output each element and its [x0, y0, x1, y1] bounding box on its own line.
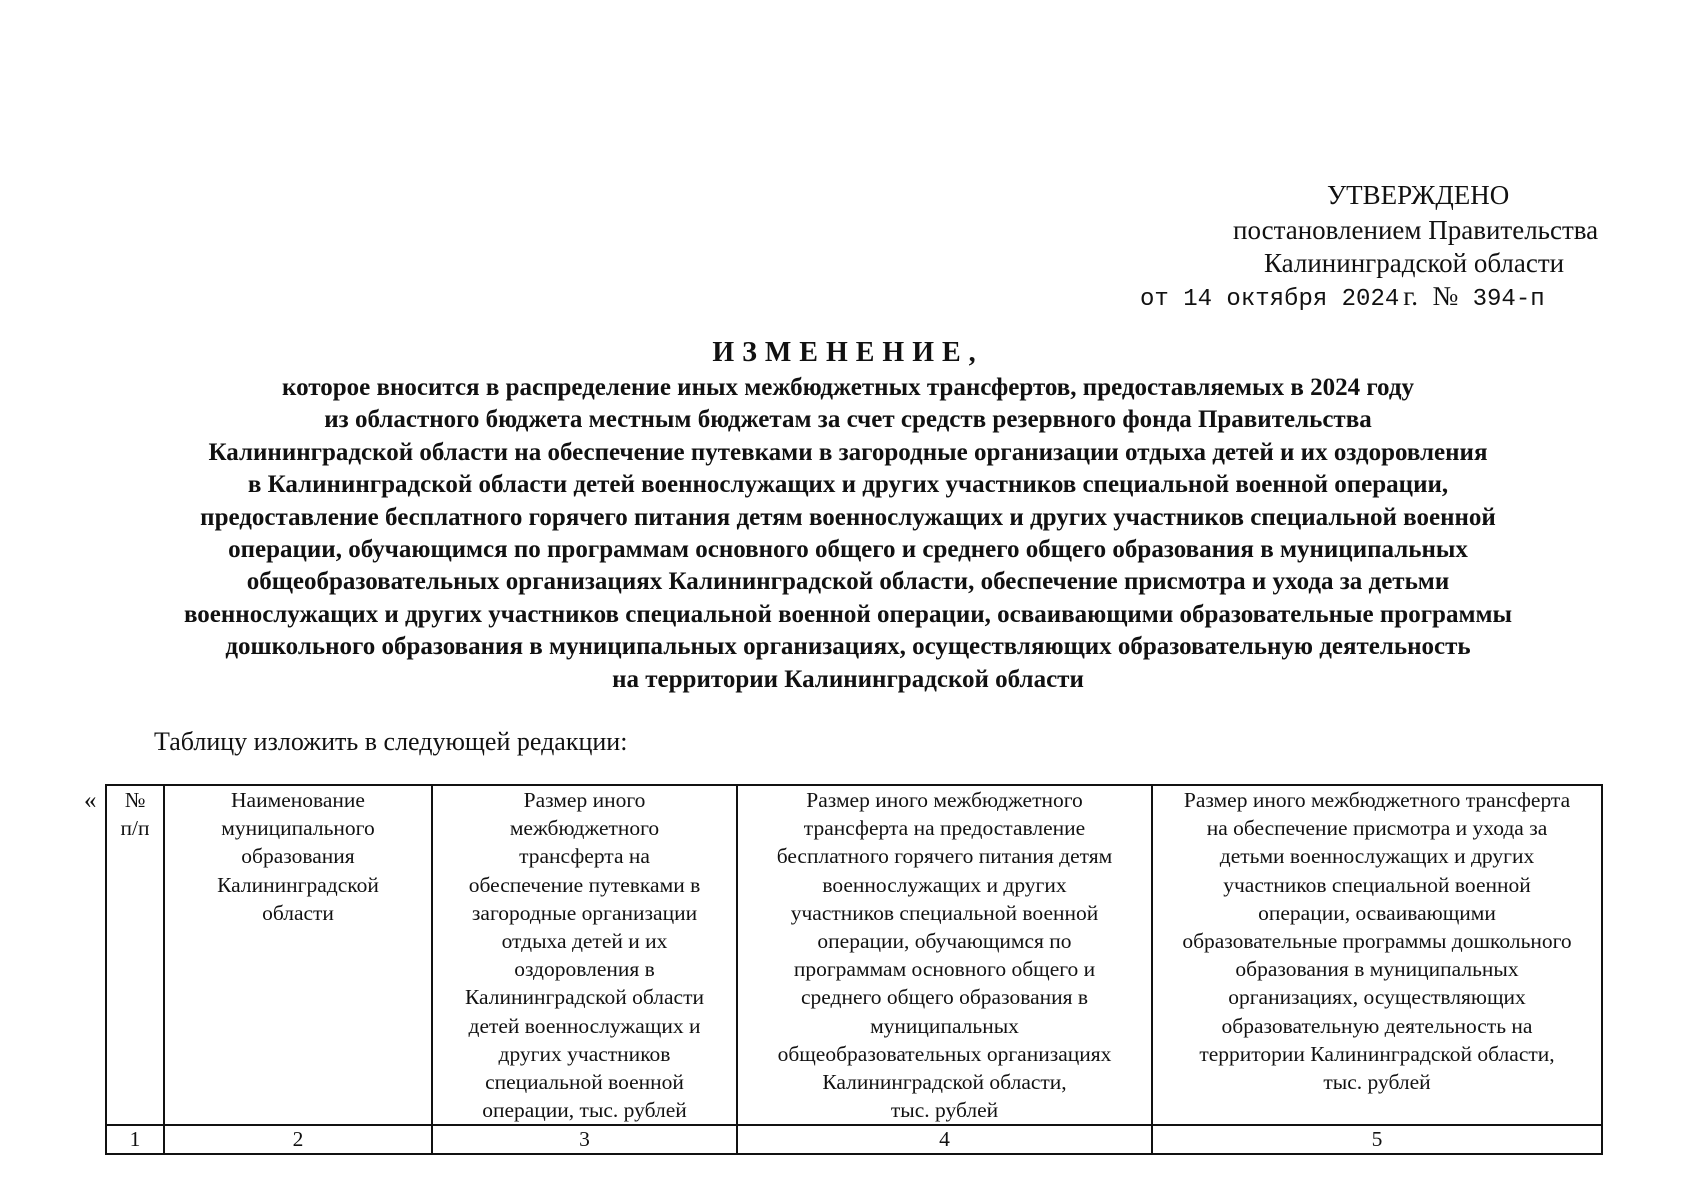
subtitle-line: операции, обучающимся по программам основного общего и среднего общего образования в муниципальных: [228, 536, 1468, 564]
subtitle-line: которое вносится в распределение иных межбюджетных трансфертов, предоставляемых в 2024 году: [282, 374, 1414, 401]
subtitle-line: на территории Калининградской области: [612, 665, 1084, 693]
approval-line-2: Калининградской области: [1264, 248, 1565, 278]
number-prefix: №: [1432, 281, 1459, 311]
header-cell-meals-transfer: Размер иного межбюджетного трансферта на предоставление бесплатного горячего питания детям военнослужащих и других участников специальной военной операции, обучающимся по программам основного общего и среднего общего образования в муниципальных общеобразовательных организациях Калининградской области, тыс. рублей: [737, 785, 1152, 1125]
approval-line-1: постановлением Правительства: [1233, 215, 1599, 245]
transfers-table: [105, 784, 1603, 1155]
date-value: 14 октября 2024: [1183, 286, 1400, 313]
column-number-cell: 1: [106, 1125, 164, 1154]
subtitle-line: предоставление бесплатного горячего питания детям военнослужащих и других участников специальной военной: [200, 503, 1496, 531]
table-header-row: [106, 785, 1602, 1125]
column-number-cell: 3: [432, 1125, 737, 1154]
number-value: 394-п: [1472, 286, 1545, 313]
header-cell-childcare-transfer: Размер иного межбюджетного трансферта на обеспечение присмотра и ухода за детьми военнослужащих и других участников специальной военной операции, осваивающими образовательные программы дошкольного образования в муниципальных организациях, осуществляющих образовательную деятельность на территории Калининградской области, тыс. рублей: [1152, 785, 1602, 1125]
subtitle-line: в Калининградской области детей военнослужащих и других участников специальной военной операции,: [247, 471, 1449, 499]
subtitle-line: общеобразовательных организациях Калининградской области, обеспечение присмотра и ухода за детьми: [246, 568, 1450, 596]
date-prefix: от: [1140, 286, 1169, 313]
column-number-cell: 5: [1152, 1125, 1602, 1154]
header-cell-municipality: Наименование муниципального образования Калининградской области: [164, 785, 432, 1125]
opening-quote: «: [84, 787, 97, 814]
date-year-suffix: г.: [1403, 281, 1419, 311]
subtitle-line: из областного бюджета местным бюджетам за счет средств резервного фонда Правительства: [324, 406, 1372, 434]
approval-date-line: [1140, 281, 1545, 315]
document-title: ИЗМЕНЕНИЕ,: [712, 337, 984, 368]
column-number-cell: 4: [737, 1125, 1152, 1154]
header-cell-vouchers-transfer: Размер иного межбюджетного трансферта на обеспечение путевками в загородные организации отдыха детей и их оздоровления в Калининградской области детей военнослужащих и других участников специальной военной операции, тыс. рублей: [432, 785, 737, 1125]
column-number-cell: 2: [164, 1125, 432, 1154]
approval-stamp: УТВЕРЖДЕНО: [1327, 180, 1510, 210]
subtitle-line: дошкольного образования в муниципальных организациях, осуществляющих образовательную деятельность: [225, 633, 1471, 661]
table-row: [106, 1125, 1602, 1154]
intro-text: Таблицу изложить в следующей редакции:: [154, 727, 628, 756]
subtitle-line: Калининградской области на обеспечение путевками в загородные организации отдыха детей и их оздоровления: [208, 438, 1488, 466]
header-cell-number: № п/п: [106, 785, 164, 1125]
document-subtitle: [70, 372, 1626, 696]
subtitle-line: военнослужащих и других участников специальной военной операции, осваивающими образовательные программы: [183, 600, 1513, 628]
